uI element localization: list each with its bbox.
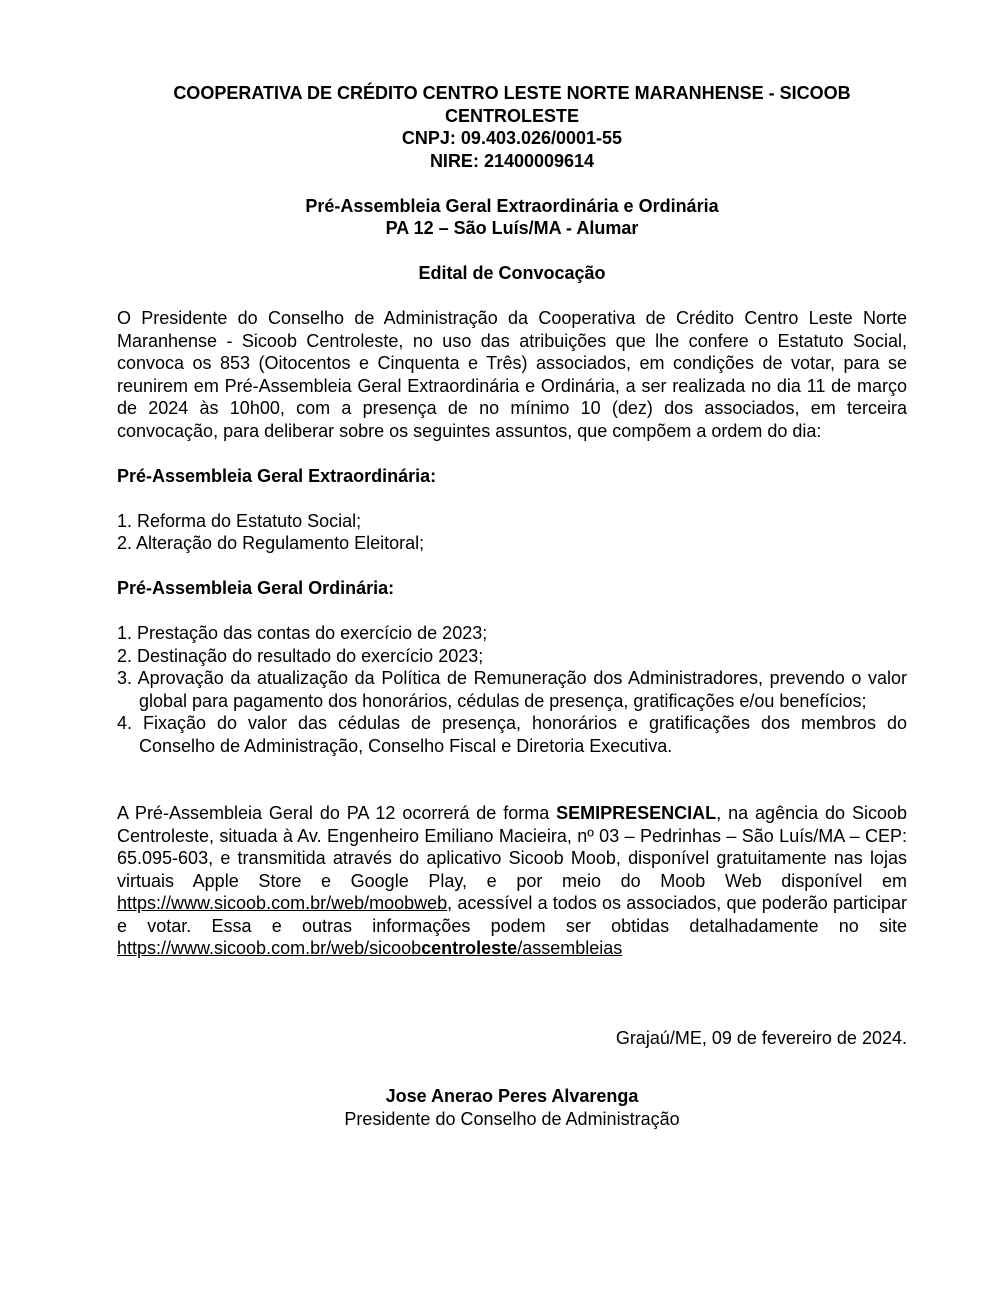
link-part: https://www.sicoob.com.br/web/sicoob — [117, 938, 422, 958]
agenda-item: 1. Prestação das contas do exercício de 2023; — [117, 623, 488, 643]
agenda-item: 1. Reforma do Estatuto Social; — [117, 510, 362, 531]
nire: NIRE: 21400009614 — [429, 150, 595, 171]
ordinary-agenda-list — [117, 622, 907, 757]
extraordinary-heading: Pré-Assembleia Geral Extraordinária: — [117, 465, 437, 486]
signatory-name: Jose Anerao Peres Alvarenga — [385, 1086, 639, 1106]
meeting-location: PA 12 – São Luís/MA - Alumar — [385, 218, 639, 238]
assembleias-link[interactable] — [117, 938, 622, 958]
agenda-item: 3. Aprovação da atualização da Política de Remuneração dos Administradores, prevendo o valor global para pagamento dos honorários, cédulas de presença, gratificações e/ou benefícios; — [117, 668, 907, 711]
meeting-title: Pré-Assembleia Geral Extraordinária e Ordinária — [305, 195, 719, 216]
cnpj: CNPJ: 09.403.026/0001-55 — [401, 128, 623, 148]
link-part: /assembleias — [517, 938, 623, 958]
document-page — [117, 82, 907, 1130]
format-text-2: , na agência do Sicoob Centroleste, situada à Av. Engenheiro Emiliano Macieira, nº 03 – Pedrinhas – São Luís/MA – CEP: 65.095-603, e transmitida através do aplicativo Sicoob Moob, disponível gratuitamente nas lojas virtuais Apple Store e Google Play, e por meio do Moob Web disponível em — [117, 803, 908, 891]
agenda-item: 2. Alteração do Regulamento Eleitoral; — [117, 533, 425, 553]
ordinary-heading: Pré-Assembleia Geral Ordinária: — [117, 578, 395, 598]
agenda-item: 4. Fixação do valor das cédulas de presença, honorários e gratificações dos membros do Conselho de Administração, Conselho Fiscal e Diretoria Executiva. — [117, 713, 907, 756]
link-part-bold: centroleste — [421, 938, 518, 958]
place-and-date: Grajaú/ME, 09 de fevereiro de 2024. — [615, 1028, 907, 1048]
format-paragraph — [117, 802, 907, 960]
moobweb-link[interactable]: https://www.sicoob.com.br/web/moobweb — [117, 893, 448, 913]
org-name-line-1: COOPERATIVA DE CRÉDITO CENTRO LESTE NORTE MARANHENSE - SICOOB — [173, 83, 851, 103]
extraordinary-agenda-list — [117, 510, 907, 555]
format-text-3: , acessível a todos os associados, que poderão participar e votar. Essa e outras informações podem ser obtidas detalhadamente no site — [117, 893, 907, 936]
agenda-item: 2. Destinação do resultado do exercício 2023; — [117, 645, 484, 666]
format-mode-emphasis: SEMIPRESENCIAL — [556, 803, 717, 823]
notice-title: Edital de Convocação — [418, 263, 606, 283]
signature-block — [117, 1085, 907, 1130]
format-text-1: A Pré-Assembleia Geral do PA 12 ocorrerá de forma — [117, 803, 557, 823]
intro-paragraph: O Presidente do Conselho de Administração da Cooperativa de Crédito Centro Leste Norte Maranhense - Sicoob Centroleste, no uso das atribuições que lhe confere o Estatuto Social, convoca os 853 (Oitocentos e Cinquenta e Três) associados, em condições de votar, para se reunirem em Pré-Assembleia Geral Extraordinária e Ordinária, a ser realizada no dia 11 de março de 2024 às 10h00, com a presença de no mínimo 10 (dez) dos associados, em terceira convocação, para deliberar sobre os seguintes assuntos, que compõem a ordem do dia: — [117, 308, 907, 441]
org-name-line-2: CENTROLESTE — [444, 105, 579, 126]
document-header — [117, 82, 907, 172]
signatory-role: Presidente do Conselho de Administração — [344, 1108, 680, 1129]
